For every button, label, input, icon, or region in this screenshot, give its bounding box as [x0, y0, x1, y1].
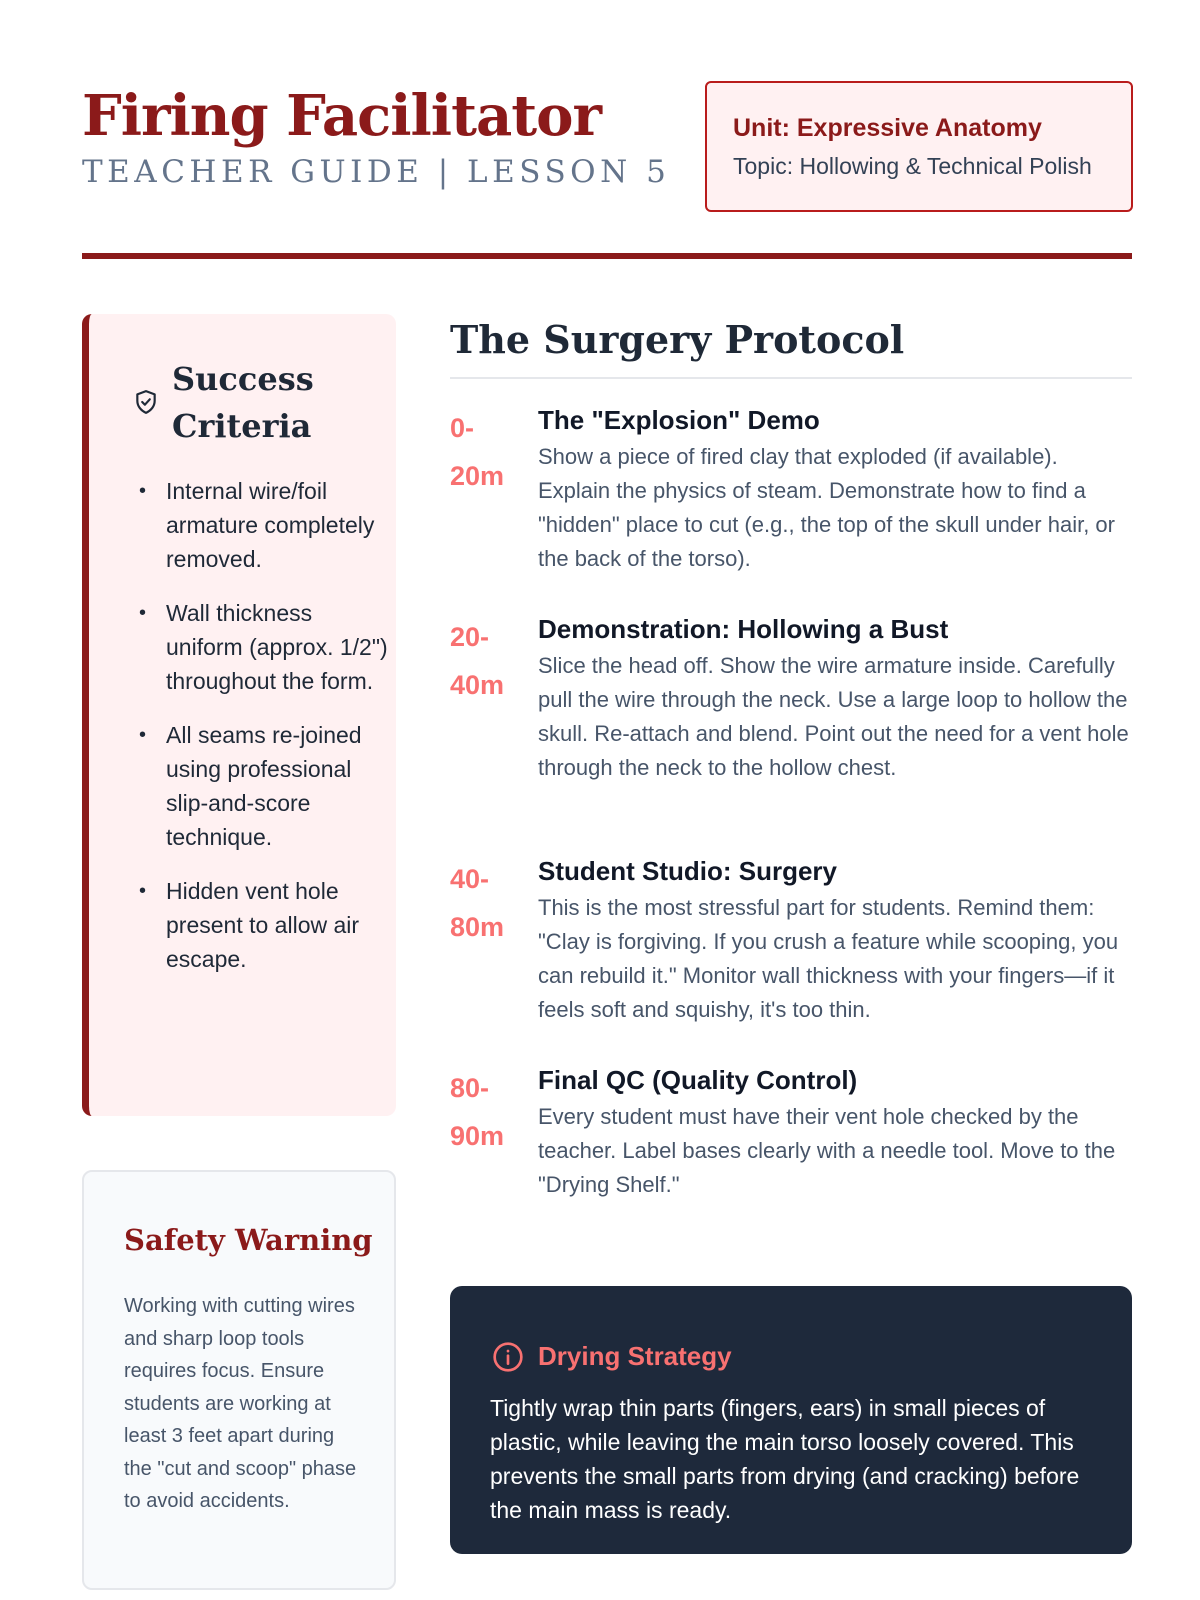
step-time: 40-80m: [450, 864, 505, 942]
header-divider: [82, 253, 1132, 259]
criteria-item: • All seams re-joined using professional slip-and-score technique.: [139, 718, 389, 854]
step-title: Student Studio: Surgery: [538, 856, 837, 886]
criteria-item: • Wall thickness uniform (approx. 1/2") throughout the form.: [139, 596, 389, 698]
criteria-item: • Hidden vent hole present to allow air escape.: [139, 874, 389, 976]
topic-label: Topic: Hollowing & Technical Polish: [733, 153, 1092, 179]
success-criteria-list: [139, 474, 389, 996]
drying-strategy-text: Tightly wrap thin parts (fingers, ears) in small pieces of plastic, while leaving the main torso loosely covered. This prevents the small parts from drying (and cracking) before the main mass is ready.: [490, 1395, 1080, 1523]
success-criteria-title: Success Criteria: [172, 360, 314, 445]
step-time: 20-40m: [450, 622, 505, 700]
step-description: Show a piece of fired clay that exploded (if available). Explain the physics of steam. Demonstrate how to find a "hidden" place to cut (e.g., the top of the skull under hair, or the back of the torso).: [538, 444, 1115, 571]
success-criteria-card: [82, 314, 396, 1116]
unit-label: Unit: Expressive Anatomy: [733, 114, 1042, 142]
page-header: [82, 80, 1132, 260]
step-title: Demonstration: Hollowing a Bust: [538, 614, 949, 644]
criteria-item: • Internal wire/foil armature completely removed.: [139, 474, 389, 576]
step-title: Final QC (Quality Control): [538, 1065, 858, 1095]
drying-strategy-title: Drying Strategy: [538, 1341, 732, 1371]
step-description: Every student must have their vent hole checked by the teacher. Label bases clearly with a needle tool. Move to the "Drying Shelf.": [538, 1104, 1116, 1197]
step-title: The "Explosion" Demo: [538, 405, 820, 435]
surgery-protocol-section: [450, 314, 1132, 1197]
shield-check-icon: [133, 389, 159, 415]
safety-warning-text: Working with cutting wires and sharp loop tools requires focus. Ensure students are working at least 3 feet apart during the "cut and scoop" phase to avoid accidents.: [124, 1295, 357, 1512]
safety-warning-title: Safety Warning: [124, 1223, 373, 1257]
unit-info-box: [705, 81, 1133, 212]
step-description: This is the most stressful part for students. Remind them: "Clay is forgiving. If you crush a feature while scooping, you can rebuild it." Monitor wall thickness with your fingers—if it feels soft and squishy, it's too thin.: [538, 895, 1119, 1022]
step-description: Slice the head off. Show the wire armature inside. Carefully pull the wire through the neck. Use a large loop to hollow the skull. Re-attach and blend. Point out the need for a vent hole through the neck to the hollow chest.: [538, 653, 1129, 780]
info-icon: [492, 1341, 524, 1373]
step-time: 80-90m: [450, 1073, 505, 1151]
safety-warning-card: [82, 1170, 396, 1590]
page-subtitle: TEACHER GUIDE | LESSON 5: [82, 154, 671, 190]
drying-strategy-panel: [450, 1286, 1132, 1554]
page-title: Firing Facilitator: [82, 83, 601, 149]
protocol-title: The Surgery Protocol: [450, 314, 1132, 379]
step-time: 0-20m: [450, 413, 505, 491]
